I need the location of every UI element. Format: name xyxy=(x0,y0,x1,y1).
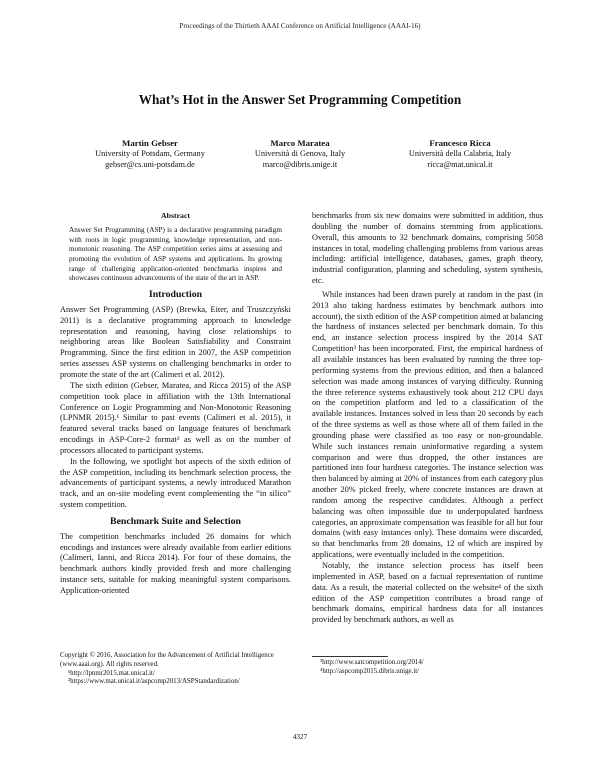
page-number: 4327 xyxy=(292,733,308,741)
author-email: gebser@cs.uni-potsdam.de xyxy=(105,159,195,169)
left-column xyxy=(60,211,291,597)
author-3 xyxy=(370,138,550,170)
author-email: marco@dibris.unige.it xyxy=(262,159,338,169)
footnote-3: ³http://www.satcompetition.org/2014/ xyxy=(320,659,424,666)
abstract-text: Answer Set Programming (ASP) is a declarative programming paradigm with roots in logic programming, knowledge representation, and non-monotonic reasoning. The ASP competition series aims at assessing and promoting the evolution of ASP systems and applications. Its growing range of challenging application-oriented benchmarks inspires and showcases continuous advancements of the state of the art in ASP. xyxy=(69,225,282,283)
paragraph: While instances had been drawn purely at random in the past (in 2013 also taking hardness estimates by benchmark authors into account), the sixth edition of the ASP competition aimed at balancing the hardness of instances selected per benchmark domain. To this end, an instance selection process inspired by the 2014 SAT Competition³ has been incorporated. First, the empirical hardness of all available instances has been evaluated by running the three top-performing systems from the previous edition, and then a balanced selection was made among instances of varying difficulty. Running the three reference systems exhaustively took about 212 CPU days on the competition platform and led to a classification of the available instances. Instances solved in less than 20 seconds by each of the three systems as well as those where all of them failed in the grounding phase were classified as too easy or non-groundable. While such instances remain uninformative regarding a system comparison and were thus dropped, the other instances are partitioned into four hardness categories. The instance selection was then balanced by aiming at 20% of instances from each category plus another 20% picked freely, where concrete instances are drawn at random among the respective candidates. Although a perfect balancing was often impossible due to underpopulated hardness categories, an approximate compensation was feasible for all but four domains (with easy instances only). These domains were discarded, so that benchmarks from 28 domains, 12 of which are inspired by applications, were eventually included in the competition. xyxy=(312,289,543,560)
author-email: ricca@mat.unical.it xyxy=(427,159,493,169)
paragraph: benchmarks from six new domains were submitted in addition, thus doubling the number of domains stemming from applications. Overall, this amounts to 32 benchmark domains, comprising 5058 instances in total, modeling challenging problems from various areas including: artificial intelligence, databases, games, graph theory, industrial configuration, planning and scheduling, system synthesis, etc. xyxy=(312,211,543,286)
footnote-rule xyxy=(312,656,388,657)
section-heading-benchmark: Benchmark Suite and Selection xyxy=(110,515,241,527)
author-name: Marco Maratea xyxy=(270,138,330,148)
paragraph: The competition benchmarks included 26 domains for which encodings and instances were already available from earlier editions (Calimeri, Ianni, and Ricca 2014). For four of these domains, the benchmark authors kindly provided fresh and more challenging instance sets, suitable for making meaningful system comparisons. Application-oriented xyxy=(60,531,291,595)
copyright-notice: Copyright © 2016, Association for the Advancement of Artificial Intelligence (www.aaai.org). All rights reserved. xyxy=(60,652,274,668)
paragraph: Notably, the instance selection process has itself been implemented in ASP, based on a factual representation of runtime data. As a result, the material collected on the website⁴ of the sixth edition of the ASP competition contributes a broad range of benchmark domains, empirical hardness data for all instances provided by benchmark authors, as well as xyxy=(312,561,543,625)
paper-title: What’s Hot in the Answer Set Programming Competition xyxy=(138,92,462,107)
author-affiliation: University of Potsdam, Germany xyxy=(95,148,205,158)
right-column xyxy=(312,211,543,626)
author-name: Francesco Ricca xyxy=(429,138,491,148)
footnote-4: ⁴http://aspcomp2015.dibris.unige.it/ xyxy=(320,667,420,675)
author-2 xyxy=(210,138,390,170)
abstract-heading: Abstract xyxy=(160,211,190,220)
author-name: Martin Gebser xyxy=(122,138,178,148)
author-affiliation: Università di Genova, Italy xyxy=(254,148,346,158)
author-affiliation: Università della Calabria, Italy xyxy=(408,148,512,158)
paragraph: In the following, we spotlight hot aspects of the sixth edition of the ASP competition, including its benchmark selection process, the advancements of participant systems, a newly introduced Marathon track, and an on-site modeling event complementing the “in silico” system competition. xyxy=(60,456,291,510)
paragraph: Answer Set Programming (ASP) (Brewka, Eiter, and Truszczyński 2011) is a declarative programming approach to knowledge representation and reasoning, having close relationships to neighboring areas like Boolean Satisfiability and Constraint Programming. Since the first edition in 2007, the ASP competition series assesses ASP systems on challenging benchmarks in order to promote the state of the art (Calimeri et al. 2012). xyxy=(60,304,291,379)
footnote-2: ²https://www.mat.unical.it/aspcomp2013/ASPStandardization/ xyxy=(68,678,240,686)
right-footnotes xyxy=(312,656,543,677)
section-heading-introduction: Introduction xyxy=(148,289,203,301)
footnote-1: ¹http://lpnmr2015.mat.unical.it/ xyxy=(68,669,155,677)
paragraph: The sixth edition (Gebser, Maratea, and Ricca 2015) of the ASP competition took place in affiliation with the 13th International Conference on Logic Programming and Non-Monotonic Reasoning (LPNMR 2015).¹ Similar to past events (Calimeri et al. 2015), it featured several tracks based on language features of benchmark encodings in ASP-Core-2 format² as well as on the number of processors allocated to participant systems. xyxy=(60,380,291,455)
left-footnotes xyxy=(60,652,291,687)
running-head: Proceedings of the Thirtieth AAAI Conference on Artificial Intelligence (AAAI-16) xyxy=(179,22,421,30)
